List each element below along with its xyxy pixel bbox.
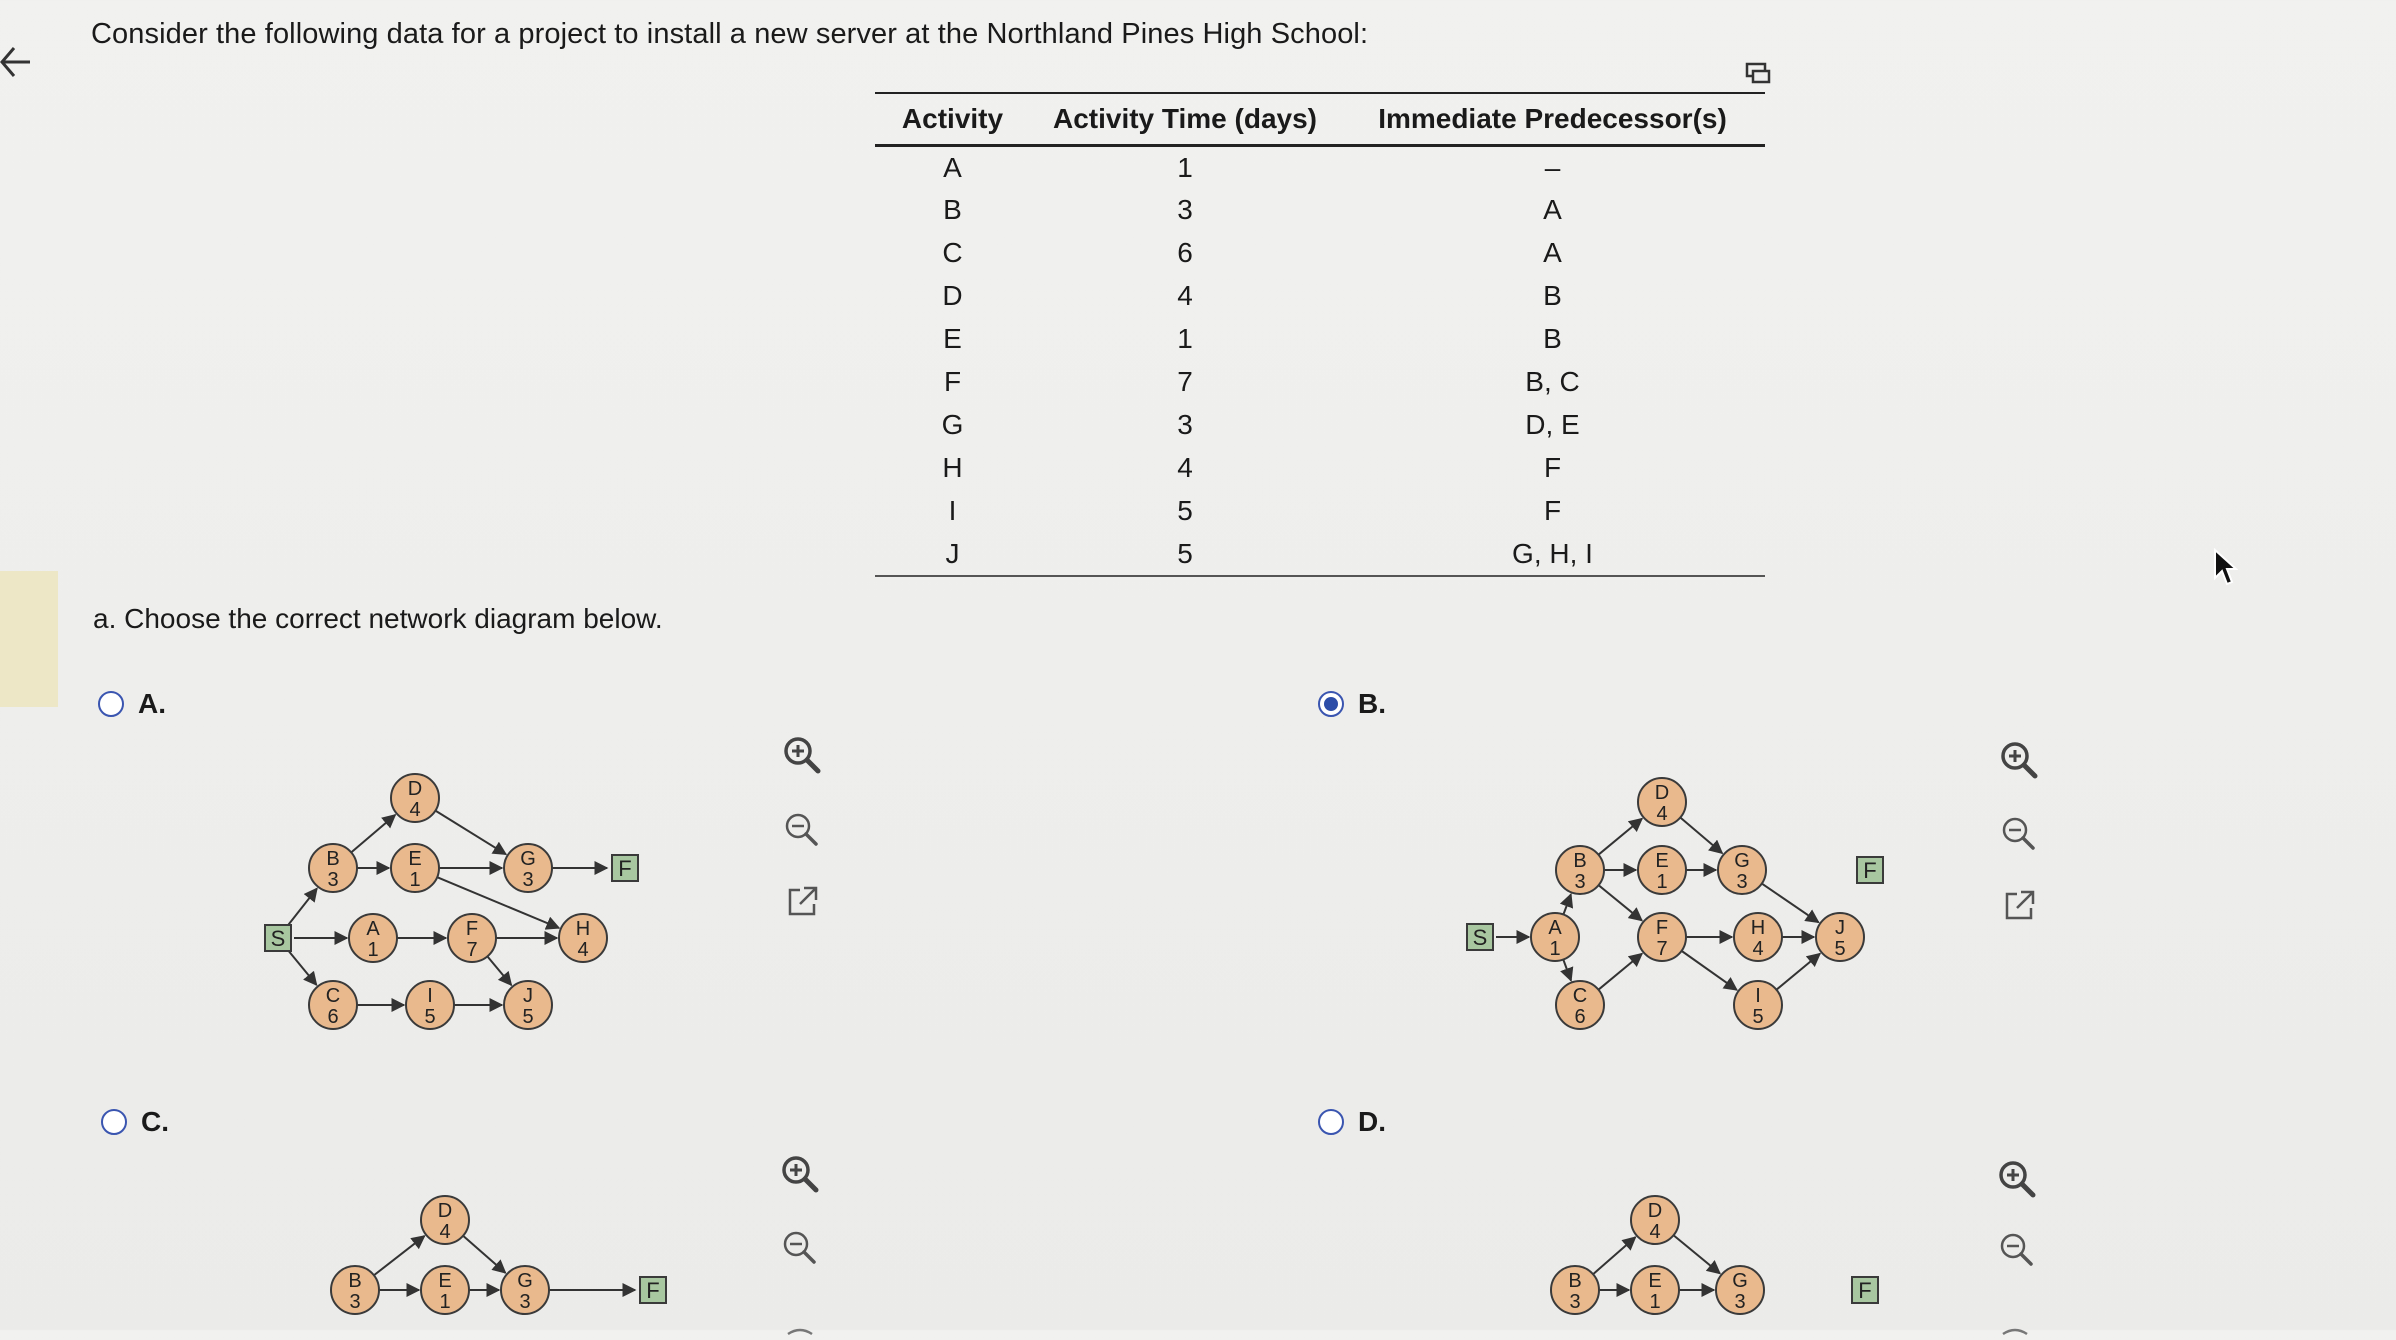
- popout-icon[interactable]: [780, 880, 824, 924]
- activity-node-letter: E: [1655, 850, 1669, 872]
- copy-icon[interactable]: [1745, 62, 1771, 86]
- network-diagram-b: [1455, 760, 1895, 1050]
- mouse-cursor-icon: [2212, 548, 2238, 588]
- activity-node-time: 3: [327, 869, 339, 891]
- header-predecessors: Immediate Predecessor(s): [1378, 103, 1727, 134]
- cell-time: 4: [1177, 452, 1193, 483]
- activity-node-time: 3: [1736, 871, 1748, 893]
- activity-node-time: 1: [439, 1291, 451, 1313]
- activity-node-letter: I: [427, 985, 433, 1007]
- activity-node-time: 4: [409, 799, 421, 821]
- activity-node-time: 4: [1752, 938, 1764, 960]
- network-diagram-c-clip: [320, 1180, 690, 1330]
- activity-node-letter: J: [1835, 917, 1845, 939]
- table-row: [875, 490, 1765, 533]
- cell-activity: G: [941, 409, 964, 440]
- network-edge: [1563, 960, 1571, 981]
- network-diagram-a: [250, 760, 670, 1050]
- network-edge: [1674, 1235, 1720, 1273]
- option-d-radio[interactable]: [1318, 1109, 1344, 1135]
- cell-time: 5: [1177, 495, 1193, 526]
- activity-node-letter: A: [366, 918, 380, 940]
- cell-activity: H: [942, 452, 963, 483]
- back-arrow-icon[interactable]: [0, 38, 40, 88]
- table-row: [875, 189, 1765, 232]
- activity-node-time: 1: [1656, 871, 1668, 893]
- activity-node-letter: D: [437, 1200, 453, 1222]
- cell-predecessor: D, E: [1525, 409, 1580, 440]
- activity-node-letter: F: [1655, 917, 1669, 939]
- activity-node-letter: E: [408, 848, 422, 870]
- cell-activity: J: [945, 537, 960, 569]
- activity-node-letter: G: [1734, 850, 1750, 872]
- network-edge: [288, 888, 317, 925]
- network-edge: [351, 815, 395, 853]
- activity-node-time: 6: [1574, 1006, 1586, 1028]
- table-row: [875, 533, 1765, 576]
- terminal-node-label: F: [618, 856, 632, 881]
- zoom-out-icon[interactable]: [1997, 812, 2041, 856]
- activity-node-letter: B: [326, 848, 340, 870]
- activity-node-letter: E: [438, 1270, 452, 1292]
- cell-predecessor: A: [1543, 194, 1562, 225]
- network-diagram-d: [1520, 1180, 1920, 1330]
- table-row: [875, 146, 1765, 189]
- activity-node-time: 3: [519, 1291, 531, 1313]
- activity-node-letter: J: [523, 985, 533, 1007]
- network-edge: [463, 1236, 505, 1273]
- cell-time: 7: [1177, 366, 1193, 397]
- cell-predecessor: B, C: [1525, 366, 1580, 397]
- activity-node-letter: G: [1732, 1270, 1748, 1292]
- activity-node-letter: D: [407, 778, 423, 800]
- option-a[interactable]: [98, 688, 166, 720]
- option-c-label: C.: [141, 1106, 169, 1137]
- zoom-in-icon[interactable]: [778, 1152, 822, 1196]
- cell-predecessor: F: [1543, 452, 1562, 483]
- activity-node-time: 4: [577, 939, 589, 961]
- cell-predecessor: G, H, I: [1512, 537, 1593, 569]
- network-edge: [1563, 894, 1571, 914]
- popout-icon[interactable]: [1995, 1296, 2039, 1340]
- activity-node-time: 4: [439, 1221, 451, 1243]
- activity-node-letter: B: [1573, 850, 1587, 872]
- activity-node-time: 3: [1734, 1291, 1746, 1313]
- option-a-radio[interactable]: [98, 691, 124, 717]
- activity-node-letter: F: [465, 918, 479, 940]
- network-edge: [374, 1236, 425, 1275]
- table-row: [875, 404, 1765, 447]
- cell-activity: C: [942, 237, 963, 268]
- activity-node-letter: D: [1647, 1200, 1663, 1222]
- activity-node-letter: B: [1568, 1270, 1582, 1292]
- cell-predecessor: –: [1544, 151, 1561, 183]
- header-activity: Activity: [901, 103, 1004, 134]
- activity-node-time: 3: [522, 869, 534, 891]
- cell-time: 3: [1177, 194, 1193, 225]
- zoom-out-icon[interactable]: [778, 1226, 822, 1270]
- activity-node-time: 7: [1656, 938, 1668, 960]
- table-row: [875, 232, 1765, 275]
- activity-node-letter: H: [575, 918, 591, 940]
- table-row: [875, 275, 1765, 318]
- terminal-node-label: S: [270, 926, 286, 951]
- activity-node-time: 4: [1649, 1221, 1661, 1243]
- network-edge: [1599, 885, 1642, 920]
- zoom-in-icon[interactable]: [780, 733, 824, 777]
- activity-node-time: 5: [522, 1006, 534, 1028]
- cell-time: 1: [1177, 151, 1193, 183]
- activity-node-letter: G: [517, 1270, 533, 1292]
- network-diagram-d-clip: [1520, 1180, 1920, 1330]
- activity-node-letter: C: [325, 985, 341, 1007]
- zoom-in-icon[interactable]: [1995, 1157, 2039, 1201]
- activity-node-time: 5: [424, 1006, 436, 1028]
- activity-node-time: 3: [1569, 1291, 1581, 1313]
- option-c[interactable]: [101, 1106, 169, 1138]
- cell-activity: D: [942, 280, 963, 311]
- activity-node-time: 5: [1834, 938, 1846, 960]
- terminal-node-label: S: [1472, 925, 1488, 950]
- activity-node-time: 3: [349, 1291, 361, 1313]
- terminal-node-label: F: [646, 1278, 660, 1303]
- cell-predecessor: B: [1543, 280, 1562, 311]
- activity-table: [875, 92, 1765, 577]
- activity-node-time: 5: [1752, 1006, 1764, 1028]
- option-b-radio[interactable]: [1318, 691, 1344, 717]
- cell-activity: I: [948, 495, 957, 526]
- activity-node-time: 1: [409, 869, 421, 891]
- popout-icon[interactable]: [1997, 884, 2041, 928]
- activity-node-time: 3: [1574, 871, 1586, 893]
- table-row: [875, 361, 1765, 404]
- activity-node-letter: C: [1572, 985, 1588, 1007]
- activity-node-letter: D: [1654, 782, 1670, 804]
- cell-time: 1: [1177, 323, 1193, 354]
- cell-predecessor: A: [1543, 237, 1562, 268]
- network-edge: [435, 811, 505, 855]
- cell-time: 4: [1177, 280, 1193, 311]
- network-edge: [1593, 1237, 1635, 1274]
- activity-node-letter: E: [1648, 1270, 1662, 1292]
- network-edge: [487, 956, 511, 985]
- option-d[interactable]: [1318, 1106, 1386, 1138]
- activity-node-time: 1: [1549, 938, 1561, 960]
- activity-node-letter: H: [1750, 917, 1766, 939]
- activity-node-time: 6: [327, 1006, 339, 1028]
- cell-activity: A: [943, 151, 962, 183]
- network-edge: [1776, 954, 1820, 990]
- cell-activity: E: [943, 323, 962, 354]
- activity-node-time: 7: [466, 939, 478, 961]
- zoom-out-icon[interactable]: [1995, 1228, 2039, 1272]
- activity-node-letter: G: [520, 848, 536, 870]
- activity-node-time: 1: [367, 939, 379, 961]
- activity-node-letter: B: [348, 1270, 362, 1292]
- cell-time: 3: [1177, 409, 1193, 440]
- option-b[interactable]: [1318, 688, 1386, 720]
- cell-predecessor: F: [1543, 495, 1562, 526]
- option-c-radio[interactable]: [101, 1109, 127, 1135]
- terminal-node-label: F: [1863, 858, 1877, 883]
- terminal-node-label: F: [1858, 1278, 1872, 1303]
- network-edge: [1598, 819, 1642, 855]
- cell-activity: B: [943, 194, 962, 225]
- popout-icon[interactable]: [780, 1296, 824, 1340]
- network-edge: [1680, 818, 1722, 854]
- network-diagram-c: [320, 1180, 690, 1330]
- table-header-row: [875, 93, 1765, 146]
- question-prompt: Consider the following data for a project to install a new server at the Northland Pines High School:: [91, 18, 1369, 50]
- network-edge: [288, 950, 316, 985]
- sub-question: a. Choose the correct network diagram below.: [93, 603, 663, 634]
- activity-node-letter: A: [1548, 917, 1562, 939]
- left-highlight-bar: [0, 571, 58, 707]
- table-row: [875, 318, 1765, 361]
- activity-node-time: 1: [1649, 1291, 1661, 1313]
- header-activity-time: Activity Time (days): [1052, 103, 1318, 134]
- cell-predecessor: B: [1543, 323, 1562, 354]
- option-b-label: B.: [1358, 688, 1386, 719]
- cell-time: 6: [1177, 237, 1193, 268]
- cell-time: 5: [1177, 537, 1193, 569]
- option-a-label: A.: [138, 688, 166, 719]
- activity-node-letter: I: [1755, 985, 1761, 1007]
- network-edge: [1682, 951, 1737, 990]
- zoom-out-icon[interactable]: [780, 808, 824, 852]
- option-d-label: D.: [1358, 1106, 1386, 1137]
- network-edge: [1598, 954, 1642, 990]
- cell-activity: F: [943, 366, 962, 397]
- activity-node-time: 4: [1656, 803, 1668, 825]
- table-row: [875, 447, 1765, 490]
- zoom-in-icon[interactable]: [1997, 738, 2041, 782]
